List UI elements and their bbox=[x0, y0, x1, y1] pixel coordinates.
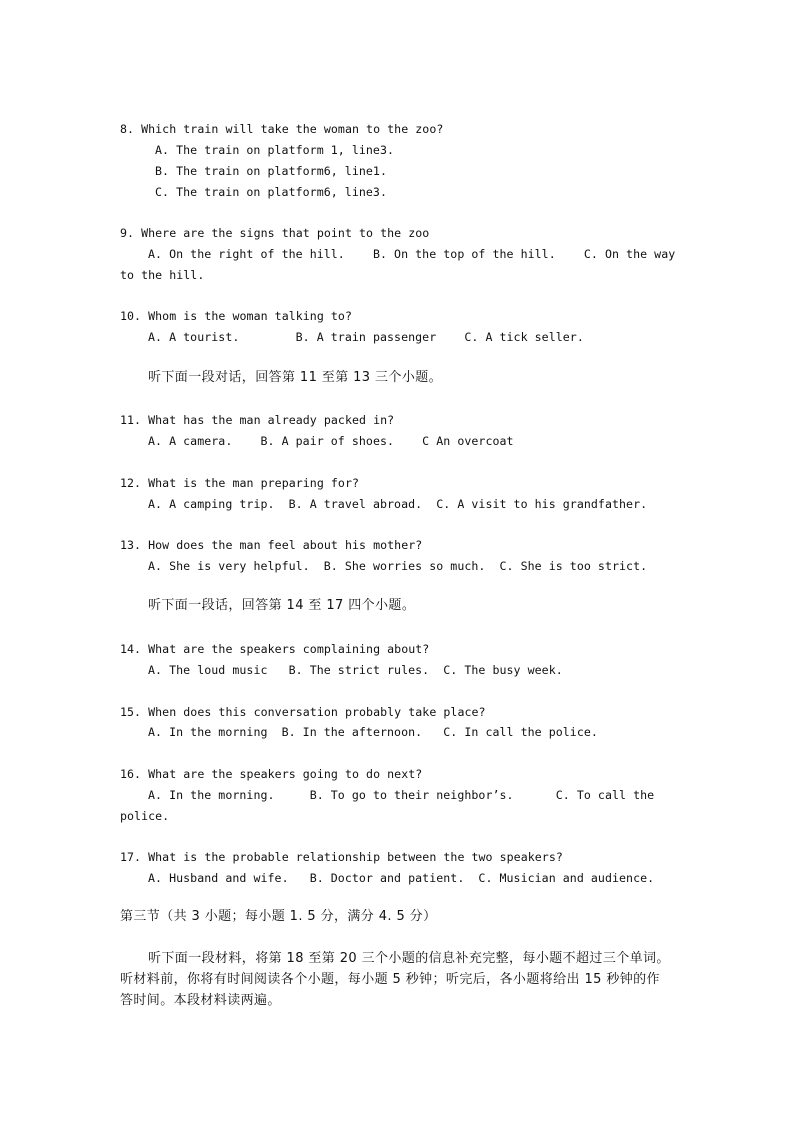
section3-paragraph-line1: 听下面一段材料，将第 18 至第 20 三个小题的信息补充完整，每小题不超过三个单词。 bbox=[148, 951, 670, 966]
instruction-14-17: 听下面一段话，回答第 14 至 17 四个小题。 bbox=[148, 598, 416, 613]
q8-option-a: A. The train on platform 1, line3. bbox=[155, 143, 395, 157]
q8-option-c: C. The train on platform6, line3. bbox=[155, 185, 387, 199]
section3-paragraph-line3: 答时间。本段材料读两遍。 bbox=[120, 993, 281, 1008]
q16-stem: 16. What are the speakers going to do next? bbox=[120, 767, 423, 781]
q8-option-b: B. The train on platform6, line1. bbox=[155, 164, 387, 178]
q15-options: A. In the morning B. In the afternoon. C. In call the police. bbox=[148, 725, 598, 739]
q13-stem: 13. How does the man feel about his mother? bbox=[120, 538, 423, 552]
q10-stem: 10. Whom is the woman talking to? bbox=[120, 309, 352, 323]
q17-stem: 17. What is the probable relationship between the two speakers? bbox=[120, 850, 563, 864]
q14-stem: 14. What are the speakers complaining about? bbox=[120, 642, 430, 656]
q10-options: A. A tourist. B. A train passenger C. A tick seller. bbox=[148, 330, 584, 344]
q13-options: A. She is very helpful. B. She worries so much. C. She is too strict. bbox=[148, 559, 648, 573]
instruction-11-13: 听下面一段对话，回答第 11 至第 13 三个小题。 bbox=[148, 370, 443, 385]
q12-options: A. A camping trip. B. A travel abroad. C. A visit to his grandfather. bbox=[148, 497, 648, 511]
section3-paragraph-line2: 听材料前，你将有时间阅读各个小题，每小题 5 秒钟；听完后，各小题将给出 15 秒钟的作 bbox=[120, 972, 660, 987]
q9-options-line1: A. On the right of the hill. B. On the top of the hill. C. On the way bbox=[148, 247, 676, 261]
section3-heading: 第三节（共 3 小题；每小题 1. 5 分，满分 4. 5 分） bbox=[120, 909, 437, 924]
q11-stem: 11. What has the man already packed in? bbox=[120, 413, 395, 427]
q9-options-line2: to the hill. bbox=[120, 268, 205, 282]
q16-options-line1: A. In the morning. B. To go to their neighbor’s. C. To call the bbox=[148, 788, 655, 802]
q12-stem: 12. What is the man preparing for? bbox=[120, 476, 360, 490]
q11-options: A. A camera. B. A pair of shoes. C An overcoat bbox=[148, 434, 514, 448]
q9-stem: 9. Where are the signs that point to the zoo bbox=[120, 226, 430, 240]
q15-stem: 15. When does this conversation probably take place? bbox=[120, 705, 486, 719]
q16-options-line2: police. bbox=[120, 809, 170, 823]
q14-options: A. The loud music B. The strict rules. C. The busy week. bbox=[148, 663, 563, 677]
q17-options: A. Husband and wife. B. Doctor and patient. C. Musician and audience. bbox=[148, 871, 655, 885]
q8-stem: 8. Which train will take the woman to the zoo? bbox=[120, 122, 444, 136]
